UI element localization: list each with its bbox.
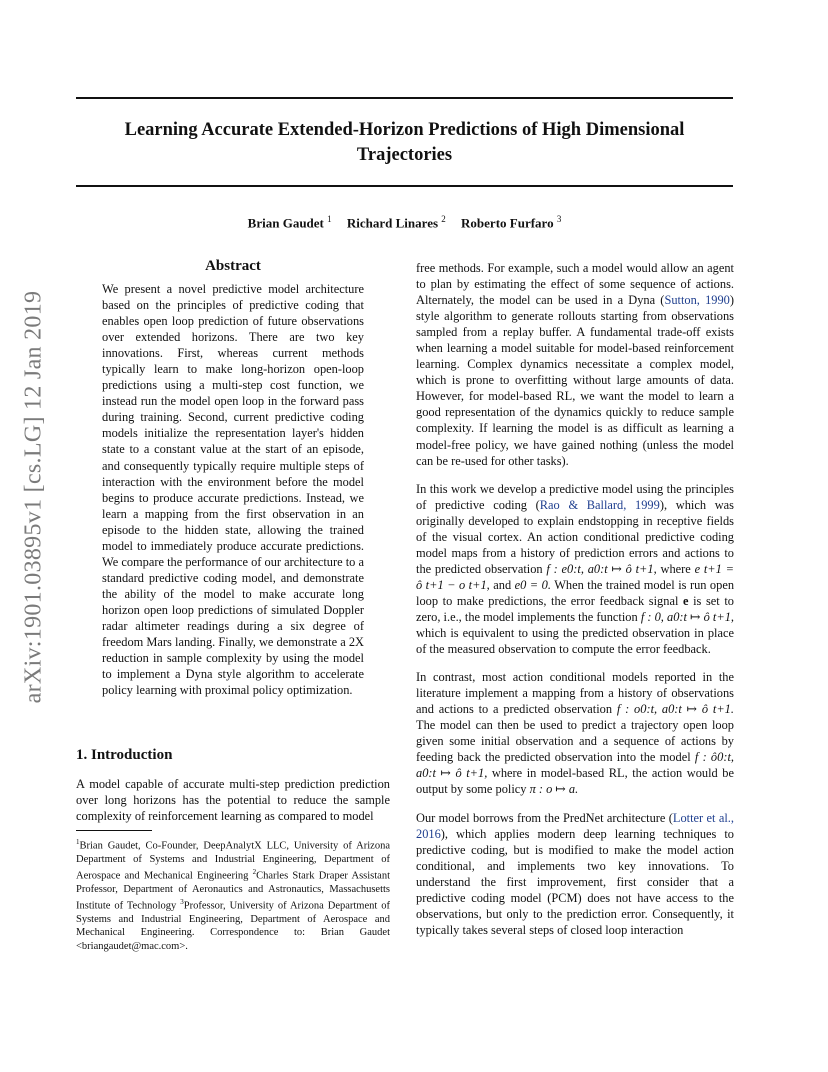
paragraph-text: ), which applies modern deep learning techniques to predictive coding, but is modified to make the model action conditional, and implements two key innovations. To understand the first improvement, first consider that a predictive coding model (PCM) does not have access to the observations, but only to the prediction error. Consequently, it typically takes several steps of closed loop interaction (416, 826, 734, 937)
paragraph-text: The model can then be used to predict a trajectory open loop given some initial observation and a sequence of actions by feeding back the predicted observation into the model (416, 718, 734, 765)
paragraph-text: In this work we develop a predictive model using the principles of predictive coding ( (416, 481, 734, 512)
author-mark: 2 (441, 214, 446, 224)
affiliation-footnote (76, 836, 390, 953)
paper-title (76, 118, 733, 168)
math-expression: e0 = 0. (514, 577, 551, 592)
citation-link[interactable]: Lotter et al., 2016 (416, 810, 734, 841)
right-column (416, 260, 734, 950)
author-name: Brian Gaudet (247, 215, 324, 231)
math-expression: e t+1 = ô t+1 − o t+1, (416, 561, 735, 592)
footnote-mark: 1 (76, 838, 80, 846)
abstract-heading: Abstract (205, 258, 261, 274)
author-name: Richard Linares (346, 215, 439, 231)
paragraph-text: free methods. For example, such a model would allow an agent to plan by estimating the effect of some sequence of actions. Alternately, the model can be used in a Dyna ( (416, 261, 734, 308)
title-line-1: Learning Accurate Extended-Horizon Predictions of High Dimensional (124, 120, 685, 140)
author-list (76, 214, 733, 231)
abstract-text: We present a novel predictive model architecture based on the principles of predictive coding that enables open loop prediction of future observations over extended horizons. There are two key innovations. First, whereas current methods typically learn to make long-horizon open-loop predictions using a multi-step cost function, we instead run the model open loop in the forward pass during training. Second, current predictive coding models initialize the representation layer's hidden state to a constant value at the start of an episode, and consequently typically require multiple steps of interaction with the environment before the model begins to produce accurate predictions. Instead, we learn a mapping from the first observation in an episode to the hidden state, allowing the trained model to immediately produce accurate predictions. We compare the performance of our architecture to a standard predictive coding model, and demonstrate the ability of the model to make accurate long horizon open loop predictions of simulated Doppler radar altimeter readings during a six degree of freedom Mars landing. Finally, we demonstrate a 2X reduction in sample complexity by using the model to implement a Dyna style algorithm to accelerate policy learning with proximal policy optimization. (102, 282, 364, 698)
footnote-rule (76, 830, 152, 831)
paragraph-text: In contrast, most action conditional models reported in the literature implement a mapping from a history of observations and actions to a predicted observation (416, 670, 734, 717)
citation-link[interactable]: Rao & Ballard, 1999 (539, 497, 660, 512)
author-mark: 3 (556, 214, 562, 224)
paragraph (416, 810, 734, 938)
footnote-mark: 3 (180, 898, 184, 907)
arxiv-stamp (14, 292, 54, 702)
paragraph-text: which is equivalent to using the predicted observation in place of the measured observation to compute the error feedback. (416, 626, 734, 657)
paragraph-text: where in model-based RL, the action would be output by some policy (416, 766, 734, 797)
citation-link[interactable]: Sutton, 1990 (664, 293, 730, 308)
footnote-mark: 2 (252, 868, 257, 877)
title-rule-top (76, 97, 733, 99)
math-expression: f : ô0:t, a0:t ↦ ô t+1, (416, 750, 734, 781)
paragraph-text: When the trained model is run open loop to make predictions, the error feedback signal (416, 577, 735, 608)
paragraph-text: where (660, 561, 691, 576)
paragraph-text: and (493, 577, 512, 592)
footnote-text: Charles Stark Draper Assistant Professor, Department of Aeronautics and Astronautics, Massachusetts Institute of Technology (76, 870, 390, 912)
introduction-text: A model capable of accurate multi-step prediction prediction over long horizons has the potential to reduce the sample complexity of reinforcement learning as compared to model (76, 777, 390, 824)
author-mark: 1 (327, 214, 332, 224)
abstract-body (102, 281, 364, 710)
introduction-body (76, 776, 390, 836)
paragraph (416, 481, 734, 658)
title-rule-bottom (76, 185, 733, 187)
paragraph-text: Our model borrows from the PredNet architecture ( (416, 810, 673, 825)
author-name: Roberto Furfaro (461, 215, 554, 231)
math-expression: f : e0:t, a0:t ↦ ô t+1, (546, 561, 657, 576)
footnote-text: Brian Gaudet, Co-Founder, DeepAnalytX LLC, University of Arizona Department of Systems and Industrial Engineering, Department of Aerospace and Mechanical Engineering (76, 840, 390, 882)
math-expression: f : 0, a0:t ↦ ô t+1, (640, 609, 734, 624)
paragraph (416, 260, 734, 469)
math-expression: f : o0:t, a0:t ↦ ô t+1. (616, 702, 734, 717)
title-line-2: Trajectories (356, 145, 453, 165)
paragraph (416, 669, 734, 797)
math-expression: e (683, 593, 689, 608)
paragraph-text: ) style algorithm to generate rollouts starting from observations sampled from a replay buffer. A fundamental trade-off exists when learning a model suitable for model-based reinforcement learning. Complex dynamics necessitate a complex model, which is prone to overfitting without large amounts of data. However, for model-based RL, we want the model to learn a good representation of the dynamics quickly to reduce sample complexity. If learning the model is as difficult as learning a model-free policy, we have gained nothing (unless the model can be re-used for other tasks). (416, 293, 734, 468)
footnote-text: Professor, University of Arizona Department of Systems and Industrial Engineering, Department of Aerospace and Mechanical Engineering. Correspondence to: Brian Gaudet <briangaudet@mac.com>. (76, 900, 390, 952)
arxiv-stamp-text: arXiv:1901.03895v1 [cs.LG] 12 Jan 2019 (20, 290, 47, 704)
paragraph-text: is set to zero, i.e., the model implements the function (416, 593, 734, 624)
math-expression: π : o ↦ a. (529, 782, 579, 797)
introduction-heading: 1. Introduction (76, 747, 173, 763)
paragraph-text: ), which was originally developed to explain endstopping in receptive fields of the visual cortex. An action conditional predictive coding model maps from a history of prediction errors and actions to the predicted observation (416, 497, 734, 576)
